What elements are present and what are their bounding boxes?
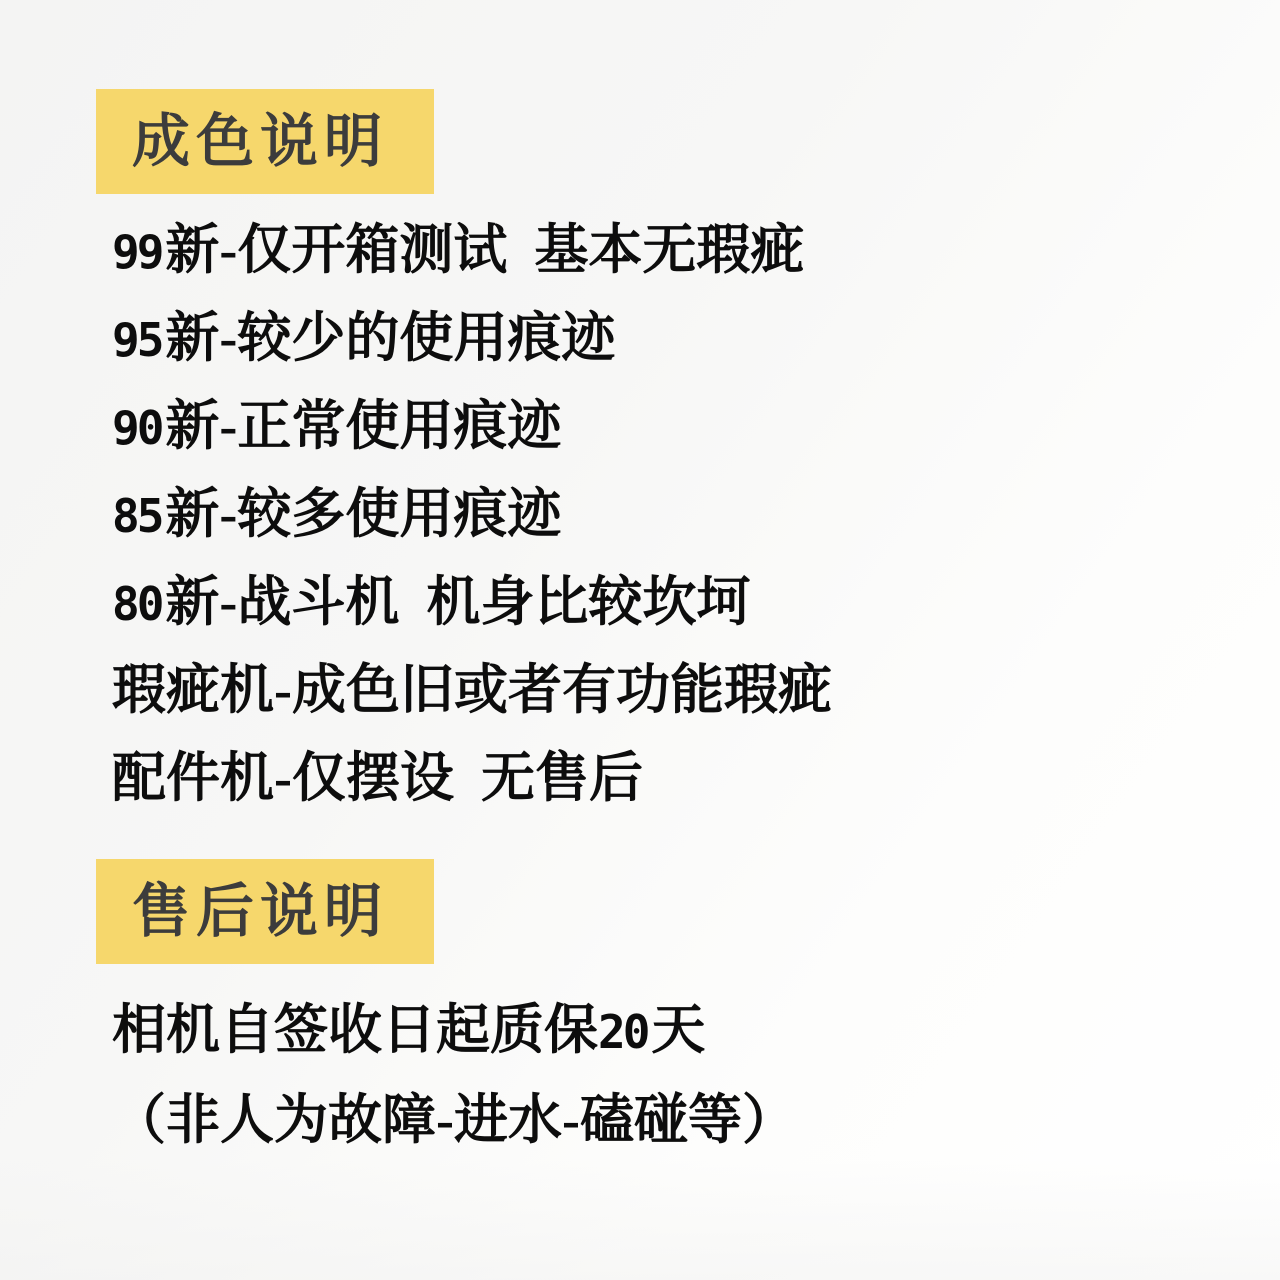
grade-text: 新-正常使用痕迹 [165,396,562,456]
condition-header-label: 成色说明 [132,109,389,174]
grade-text: 新-仅开箱测试 基本无瑕疵 [165,220,805,280]
condition-grade-item [112,734,832,822]
condition-grade-item [112,558,832,646]
aftersales-header-label: 售后说明 [132,879,389,944]
aftersales-notes [112,985,796,1165]
grade-number: 90 [112,401,162,455]
condition-grade-item [112,294,832,382]
grade-number: 95 [112,313,162,367]
condition-grade-item [112,382,832,470]
warranty-days-number: 20 [598,1005,648,1059]
condition-grade-item [112,646,832,734]
grade-number: 99 [112,225,162,279]
warranty-text-post: 天 [651,1000,706,1060]
grade-text: 瑕疵机-成色旧或者有功能瑕疵 [112,660,832,720]
grade-text: 新-较少的使用痕迹 [165,308,616,368]
grade-text: 新-较多使用痕迹 [165,484,562,544]
grade-number: 80 [112,577,162,631]
grade-number: 85 [112,489,162,543]
grade-text: 配件机-仅摆设 无售后 [112,748,643,808]
condition-grade-list [112,206,832,822]
warranty-exclusion-note: （非人为故障-进水-磕碰等） [112,1090,796,1150]
warranty-line [112,985,796,1075]
condition-grade-item [112,206,832,294]
aftersales-section-header [96,859,434,964]
warranty-text-pre: 相机自签收日起质保 [112,1000,598,1060]
condition-grade-item [112,470,832,558]
grade-text: 新-战斗机 机身比较坎坷 [165,572,751,632]
condition-section-header [96,89,434,194]
